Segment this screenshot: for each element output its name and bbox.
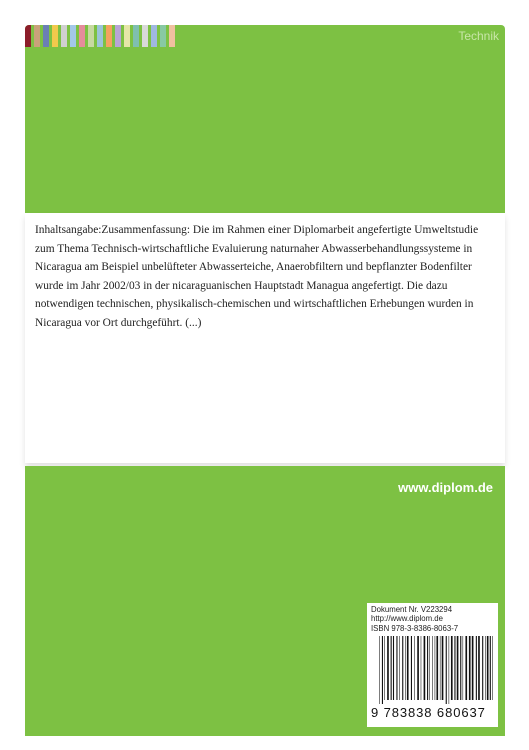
abstract-text: Inhaltsangabe:Zusammenfassung: Die im Rahmen einer Diplomarbeit angefertigte Umweltstudie zum Thema Technisch-wirtschaftliche Evaluierung naturnaher Abwasserbehandlungssysteme in Nicaragua am Beispiel unbelüfteter Abwasserteiche, Anaerobfiltern und bepflanzter Bodenfilter wurde im Jahr 2002/03 in der nicaraguanischen Hauptstadt Managua angefertigt. Die dazu notwendigen technischen, physikalisch-chemischen und wirtschaftlichen Erhebungen wurden in Nicaragua vor Ort durchgeführt. (...): [35, 224, 479, 329]
barcode-bar: [482, 636, 483, 700]
barcode-bar: [407, 636, 409, 700]
color-stripe: [133, 25, 139, 47]
barcode-bar: [451, 636, 453, 700]
barcode-bar: [396, 636, 397, 700]
barcode-bar: [465, 636, 467, 700]
barcode-bar: [460, 636, 461, 700]
barcode-bar: [429, 636, 430, 700]
color-stripe: [70, 25, 76, 47]
barcode-bar: [393, 636, 394, 700]
barcode-bar: [492, 636, 493, 700]
abstract-panel: [25, 213, 505, 463]
barcode-bar: [472, 636, 474, 700]
barcode-image: [371, 636, 495, 704]
barcode-bar: [469, 636, 471, 700]
barcode-bar: [417, 636, 419, 700]
barcode-bar: [384, 636, 385, 700]
color-stripe: [124, 25, 130, 47]
barcode-bar: [402, 636, 403, 700]
color-stripe: [34, 25, 40, 47]
barcode-block: [367, 603, 498, 727]
barcode-bar: [446, 636, 447, 704]
color-stripe: [88, 25, 94, 47]
barcode-bar: [379, 636, 380, 704]
barcode-bar: [391, 636, 392, 700]
barcode-bar: [405, 636, 406, 700]
barcode-bar: [387, 636, 389, 700]
cover-top-panel: [25, 25, 505, 213]
barcode-bar: [435, 636, 436, 700]
isbn-number: ISBN 978-3-8386-8063-7: [371, 623, 459, 633]
color-stripe: [52, 25, 58, 47]
website-link[interactable]: www.diplom.de: [398, 480, 493, 495]
barcode-bar: [432, 636, 433, 700]
barcode-bar: [427, 636, 428, 700]
color-stripe: [151, 25, 157, 47]
publisher-url[interactable]: http://www.diplom.de: [371, 614, 443, 624]
color-stripe: [79, 25, 85, 47]
color-stripe: [160, 25, 166, 47]
barcode-bar: [454, 636, 455, 700]
color-stripe: [169, 25, 175, 47]
barcode-bar: [487, 636, 489, 700]
color-stripe: [43, 25, 49, 47]
color-stripe: [106, 25, 112, 47]
color-stripe: [61, 25, 67, 47]
color-stripe: [115, 25, 121, 47]
barcode-digits: 9 783838 680637: [371, 705, 486, 720]
barcode-bar: [424, 636, 426, 700]
cover-bottom-panel: [25, 466, 505, 736]
color-stripe: [142, 25, 148, 47]
barcode-bar: [476, 636, 477, 700]
publication-info: [371, 605, 458, 633]
barcode-bar: [449, 636, 450, 704]
barcode-bar: [490, 636, 491, 700]
color-stripe: [25, 25, 31, 47]
barcode-bar: [478, 636, 480, 700]
barcode-bar: [440, 636, 441, 700]
barcode-bar: [442, 636, 444, 700]
document-number: Dokument Nr. V223294: [371, 605, 453, 614]
barcode-bar: [457, 636, 459, 700]
barcode-bar: [411, 636, 412, 700]
color-stripe: [97, 25, 103, 47]
category-label: Technik: [458, 29, 499, 43]
barcode-bar: [414, 636, 415, 700]
barcode-bar: [399, 636, 400, 700]
barcode-bar: [421, 636, 422, 700]
barcode-bar: [436, 636, 438, 700]
color-stripes: [25, 25, 215, 47]
barcode-bar: [485, 636, 486, 700]
barcode-bar: [463, 636, 464, 700]
barcode-bar: [382, 636, 383, 704]
